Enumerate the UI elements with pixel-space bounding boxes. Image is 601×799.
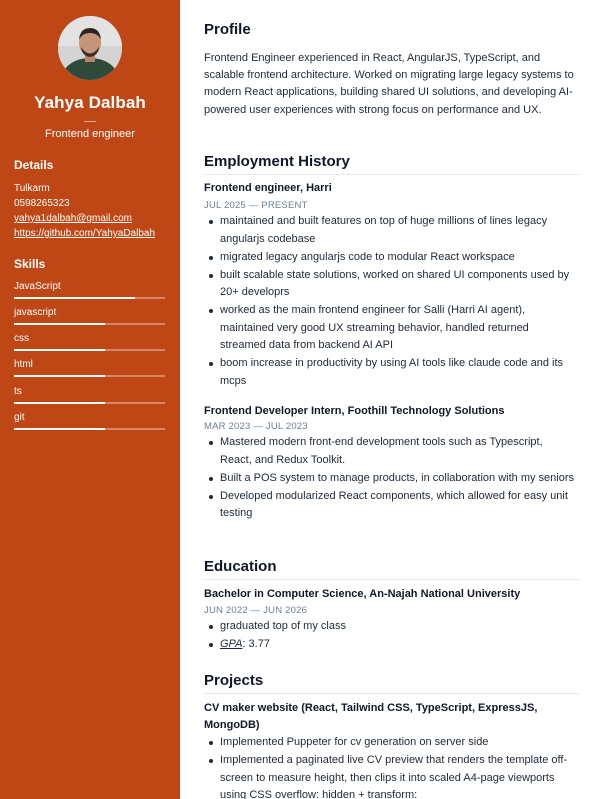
project-bullet-list <box>204 734 576 799</box>
list-item: worked as the main frontend engineer for Salli (Harri AI agent), maintained very good UX streaming behavior, handled returned streamed data from backend AI API <box>204 302 576 355</box>
skill-item <box>14 412 165 424</box>
gpa-label: GPA <box>220 638 243 650</box>
avatar-photo <box>58 16 122 80</box>
education-bullet-list <box>204 618 576 654</box>
degree-title: Bachelor in Computer Science, An-Najah National University <box>204 588 521 600</box>
gpa-value: : 3.77 <box>242 638 270 650</box>
project-title: CV maker website (React, Tailwind CSS, TypeScript, ExpressJS, MongoDB) <box>204 702 538 731</box>
job-title: Frontend engineer, Harri <box>204 182 332 194</box>
skill-level-track <box>14 323 165 325</box>
detail-email-link[interactable]: yahya1dalbah@gmail.com <box>14 213 132 224</box>
list-item: maintained and built features on top of huge millions of lines legacy angularjs codebase <box>204 213 576 248</box>
skill-item <box>14 386 165 398</box>
skill-label: ts <box>14 386 22 397</box>
sidebar <box>0 0 180 799</box>
candidate-name: Yahya Dalbah <box>34 93 146 112</box>
list-item: Implemented a paginated live CV preview that renders the template off-screen to measure height, then clips it into scaled A4-page viewports using CSS overflow: hidden + transform: <box>204 752 576 799</box>
skill-item <box>14 307 165 319</box>
list-item: built scalable state solutions, worked on shared UI components used by 20+ developrs <box>204 267 576 302</box>
education-dates: JUN 2022 — JUN 2026 <box>204 605 308 616</box>
skill-level-fill <box>14 428 105 430</box>
skill-level-fill <box>14 297 135 299</box>
skill-level-track <box>14 402 165 404</box>
job-title: Frontend Developer Intern, Foothill Technology Solutions <box>204 405 505 417</box>
skill-level-track <box>14 349 165 351</box>
skill-item <box>14 359 165 371</box>
skill-label: css <box>14 333 29 344</box>
skill-label: javascript <box>14 307 57 318</box>
detail-location: Tulkarm <box>14 183 50 194</box>
details-heading: Details <box>14 158 54 172</box>
profile-summary: Frontend Engineer experienced in React, AngularJS, TypeScript, and scalable frontend architecture. Worked on migrating large legacy systems to modern React applications, building shared UI solutions, and developing AI-powered user experiences with strong focus on performance and UX. <box>204 52 574 116</box>
skill-item <box>14 333 165 345</box>
employment-section-title: Employment History <box>204 153 579 175</box>
skill-level-track <box>14 375 165 377</box>
name-divider <box>84 121 96 122</box>
list-item: graduated top of my class <box>204 618 576 636</box>
skill-level-fill <box>14 349 105 351</box>
education-section-title: Education <box>204 558 579 580</box>
job-bullet-list <box>204 213 576 391</box>
skill-label: html <box>14 359 33 370</box>
skill-level-fill <box>14 402 105 404</box>
detail-phone: 0598265323 <box>14 198 70 209</box>
list-item: Implemented Puppeter for cv generation on server side <box>204 734 576 752</box>
list-item: Developed modularized React components, which allowed for easy unit testing <box>204 488 576 523</box>
avatar <box>58 16 122 80</box>
job-dates: MAR 2023 — JUL 2023 <box>204 421 308 432</box>
skill-item <box>14 281 165 293</box>
projects-section-title: Projects <box>204 672 579 694</box>
list-item: Mastered modern front-end development tools such as Typescript, React, and Redux Toolkit. <box>204 434 576 469</box>
job-bullet-list <box>204 434 576 523</box>
list-item: boom increase in productivity by using AI tools like claude code and its mcps <box>204 355 576 390</box>
profile-section-title: Profile <box>204 21 251 38</box>
list-item: migrated legacy angularjs code to modular React workspace <box>204 249 576 267</box>
skill-level-fill <box>14 375 105 377</box>
list-item <box>204 636 576 654</box>
skills-heading: Skills <box>14 257 46 271</box>
job-dates: JUL 2025 — PRESENT <box>204 200 308 211</box>
detail-github-link[interactable]: https://github.com/YahyaDalbah <box>14 228 156 239</box>
skill-level-fill <box>14 323 105 325</box>
skill-label: JavaScript <box>14 281 61 292</box>
skill-level-track <box>14 428 165 430</box>
skill-label: git <box>14 412 25 423</box>
list-item: Built a POS system to manage products, in collaboration with my seniors <box>204 470 576 488</box>
skill-level-track <box>14 297 165 299</box>
candidate-role: Frontend engineer <box>45 128 135 140</box>
